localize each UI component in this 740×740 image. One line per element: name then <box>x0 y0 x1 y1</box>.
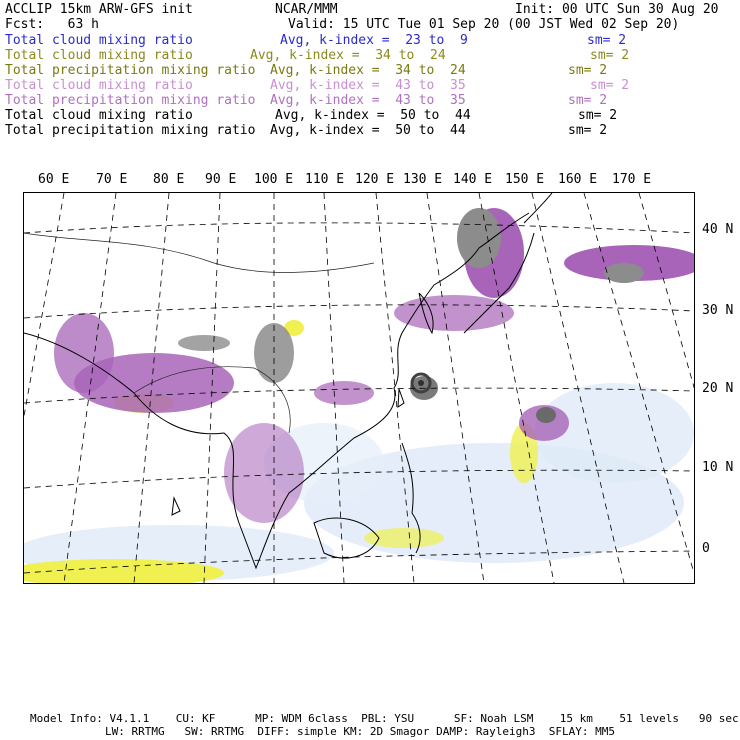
init-time: Init: 00 UTC Sun 30 Aug 20 <box>515 2 719 17</box>
lat-label: 40 N <box>702 222 734 237</box>
field-name: Total precipitation mixing ratio <box>5 63 256 78</box>
map-panel <box>23 192 695 584</box>
lon-label: 120 E <box>355 172 395 187</box>
field-smoothing: sm= 2 <box>587 33 627 48</box>
map-svg <box>24 193 694 583</box>
field-smoothing: sm= 2 <box>578 108 618 123</box>
field-name: Total cloud mixing ratio <box>5 33 193 48</box>
lon-label: 150 E <box>505 172 545 187</box>
lon-label: 90 E <box>205 172 237 187</box>
lat-label: 0 <box>702 541 710 556</box>
center-label: NCAR/MMM <box>275 2 338 17</box>
valid-time: Valid: 15 UTC Tue 01 Sep 20 (00 JST Wed 02 Sep 20) <box>288 17 680 32</box>
model-info-line1: Model Info: V4.1.1 CU: KF MP: WDM 6class PBL: YSU SF: Noah LSM 15 km 51 levels 90 sec <box>30 712 739 725</box>
cloud-fields <box>24 208 694 583</box>
latitude-line <box>24 223 694 233</box>
field-name: Total precipitation mixing ratio <box>5 93 256 108</box>
lon-label: 110 E <box>305 172 345 187</box>
lat-label: 30 N <box>702 303 734 318</box>
lon-label: 170 E <box>612 172 652 187</box>
field-smoothing: sm= 2 <box>568 93 608 108</box>
longitude-line <box>24 193 64 583</box>
dense-cloud-area <box>457 208 501 268</box>
lon-label: 100 E <box>254 172 294 187</box>
field-name: Total precipitation mixing ratio <box>5 123 256 138</box>
latitude-line <box>24 305 694 318</box>
field-level-range: Avg, k-index = 43 to 35 <box>270 78 466 93</box>
field-name: Total cloud mixing ratio <box>5 108 193 123</box>
lon-label: 130 E <box>403 172 443 187</box>
field-smoothing: sm= 2 <box>568 123 608 138</box>
lat-label: 10 N <box>702 460 734 475</box>
typhoon-eye <box>418 380 424 386</box>
storm-cloud <box>536 407 556 423</box>
field-name: Total cloud mixing ratio <box>5 48 193 63</box>
lat-label: 20 N <box>702 381 734 396</box>
lon-label: 160 E <box>558 172 598 187</box>
field-level-range: Avg, k-index = 23 to 9 <box>280 33 468 48</box>
field-smoothing: sm= 2 <box>568 63 608 78</box>
field-name: Total cloud mixing ratio <box>5 78 193 93</box>
high-cloud-area <box>224 423 304 523</box>
dense-cloud-area <box>604 263 644 283</box>
field-level-range: Avg, k-index = 50 to 44 <box>275 108 471 123</box>
lon-label: 60 E <box>38 172 70 187</box>
field-level-range: Avg, k-index = 50 to 44 <box>270 123 466 138</box>
lon-label: 70 E <box>96 172 128 187</box>
dense-cloud-area <box>178 335 230 351</box>
forecast-hour: Fcst: 63 h <box>5 17 99 32</box>
field-smoothing: sm= 2 <box>590 78 630 93</box>
high-cloud-area <box>314 381 374 405</box>
high-cloud-area <box>54 313 114 393</box>
model-title: ACCLIP 15km ARW-GFS init <box>5 2 193 17</box>
mid-cloud-area <box>364 528 444 548</box>
model-info-line2: LW: RRTMG SW: RRTMG DIFF: simple KM: 2D Smagor DAMP: Rayleigh3 SFLAY: MM5 <box>105 725 615 738</box>
sri-lanka-coastline <box>172 498 180 515</box>
field-level-range: Avg, k-index = 34 to 24 <box>250 48 446 63</box>
lon-label: 140 E <box>453 172 493 187</box>
field-level-range: Avg, k-index = 34 to 24 <box>270 63 466 78</box>
lon-label: 80 E <box>153 172 185 187</box>
taiwan-coastline <box>398 389 404 407</box>
field-smoothing: sm= 2 <box>590 48 630 63</box>
field-level-range: Avg, k-index = 43 to 35 <box>270 93 466 108</box>
